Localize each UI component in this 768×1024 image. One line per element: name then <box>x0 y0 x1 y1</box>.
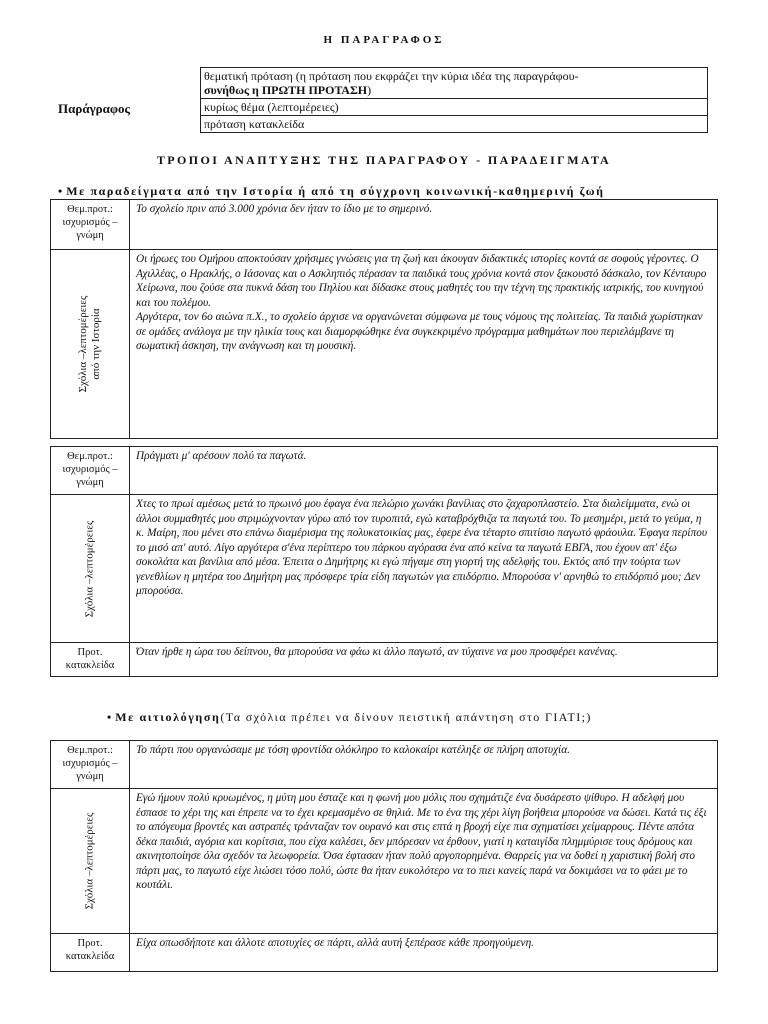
table3-row-thesis <box>51 741 718 789</box>
table1-thesis-text: Το σχολείο πριν από 3.000 χρόνια δεν ήταν το ίδιο με το σημερινό. <box>130 200 718 250</box>
intro-thesis-line-2 <box>204 83 704 97</box>
intro-thesis-tail: ) <box>367 83 372 97</box>
intro-thesis-emphasis: συνήθως η ΠΡΩΤΗ ΠΡΟΤΑΣΗ <box>204 83 368 97</box>
intro-thesis-line: θεματική πρόταση (η πρόταση που εκφράζει την κύρια ιδέα της παραγράφου- <box>204 69 579 83</box>
bullet-examples <box>58 184 605 199</box>
intro-cell-body: κυρίως θέμα (λεπτομέρειες) <box>201 99 708 116</box>
table1-thesis-label: Θεμ.προτ.: ισχυρισμός –γνώμη <box>51 200 130 250</box>
table3-row-details <box>51 789 718 934</box>
table2-details-label: Σχόλια –λεπτομέρειες <box>83 520 96 617</box>
bullet-justification-note: (Τα σχόλια πρέπει να δίνουν πειστική απάντηση στο ΓΙΑΤΙ;) <box>220 710 592 724</box>
table2-details-text: Χτες το πρωί αμέσως μετά το πρωινό μου έφαγα ένα πελώριο χωνάκι βανίλιας στο ζαχαροπλαστείο. Στα διαλείμματα, ενώ οι άλλοι συμμαθητές μου στριμώχνονταν γύρω από τον τυροπιτά, εγώ καταβρόχθιζα τα παγωτά του. Το μεσημέρι, μετά το γεύμα, η κ. Μαίρη, που μένει στο επάνω διαμέρισμα της πολυκατοικίας μας, έφερε ένα τέταρτο σπιτίσιο παγωτό φράουλα. Έφαγα περίπου το μισό απ' αυτό. Λίγο αργότερα σ'ένα περίπτερο του πάρκου αγόρασα ένα από κείνα τα παγωτά ΕΒΓΑ, που έχουν απ' έξω σοκολάτα και βανίλια από μέσα. Έπειτα ο Δημήτρης κι εγώ πήγαμε στη γιορτή της αδελφής του. Εκτός από την τούρτα των γενεθλίων η μητέρα του Δημήτρη μας πρόσφερε τρία είδη παγωτών για επιδόρπιο. Μπορούσα ν' αρνηθώ το επιδόρπιό μου; Δεν μπορούσα. <box>130 495 718 643</box>
table1-row-details <box>51 250 718 439</box>
table1-details-label-cell <box>51 250 130 439</box>
paragraph-label: Παράγραφος <box>58 101 130 116</box>
intro-row-body <box>201 99 708 116</box>
paragraph-structure-table <box>200 67 708 133</box>
table3-thesis-label: Θεμ.προτ.: ισχυρισμός –γνώμη <box>51 741 130 789</box>
table2-row-thesis <box>51 447 718 495</box>
intro-cell-thesis <box>201 68 708 99</box>
section-heading: ΤΡΟΠΟΙ ΑΝΑΠΤΥΞΗΣ ΤΗΣ ΠΑΡΑΓΡΑΦΟΥ - ΠΑΡΑΔΕΙΓΜΑΤΑ <box>156 153 612 167</box>
table2-row-details <box>51 495 718 643</box>
table3-thesis-text: Το πάρτι που οργανώσαμε με τόση φροντίδα ολόκληρο το καλοκαίρι κατέληξε σε πλήρη αποτυχία. <box>130 741 718 789</box>
table3-details-label: Σχόλια –λεπτομέρειες <box>83 812 96 910</box>
example-table-justification <box>50 740 718 972</box>
bullet-justification-bold: Με αιτιολόγηση <box>115 710 221 724</box>
table1-details-label-line2: από την Ιστορία <box>90 308 102 380</box>
table3-conclusion-label: Προτ. κατακλείδα <box>51 934 130 972</box>
table1-details-paragraph-2: Αργότερα, τον 6ο αιώνα π.Χ., το σχολείο άρχισε να οργανώνεται σύμφωνα με τους νόμους της πολιτείας. Τα παιδιά χωρίστηκαν σε ομάδες ανάλογα με την ηλικία τους και διαμορφώθηκε ένα συγκεκριμένο πρόγραμμα μαθημάτων που περιελάμβανε τη σωματική άσκηση, την ανάγνωση και τη μουσική. <box>136 311 703 352</box>
table1-details-text <box>130 250 718 439</box>
table3-details-text: Εγώ ήμουν πολύ κρυωμένος, η μύτη μου έσταζε και η φωνή μου μόλις που σχημάτιζε ένα δυσάρεστο ψίθυρο. Η αδελφή μου έσπασε το χέρι της και έπρεπε να το έχει κρεμασμένο σε θηλιά. Με το ένα της χέρι λίγη βοήθεια μπορούσε να δώσει. Κατά τις έξι το απόγευμα βροντές και αστραπές τράνταζαν τον ουρανό και στις επτά η βροχή είχε πια σχηματίσει χείμαρρους. Πέντε απότα δέκα παιδιά, αγόρια και κορίτσια, που είχα καλέσει, δεν μπόρεσαν να έρθουν, γιατί η καταιγίδα πλημμύρισε τους δρόμους και ακινητοποίησε όλα σχεδόν τα λεωφορεία. Όσα έφτασαν ήταν πολύ αργοπορημένα. Θαρρείς για να δοθεί η χαριστική βολή στο πάρτι μας, το παγωτό είχε λιώσει τόσο πολύ, ώστε θα ήταν ευκολότερο να το πιει κανείς παρά να δοκιμάσει να το φάει με το κουτάλι. <box>130 789 718 934</box>
table1-row-thesis <box>51 200 718 250</box>
table1-details-label <box>77 296 103 393</box>
intro-row-thesis <box>201 68 708 99</box>
table2-conclusion-text: Όταν ήρθε η ώρα του δείπνου, θα μπορούσα να φάω κι άλλο παγωτό, αν τύχαινε να μου προσφέρει κανένας. <box>130 643 718 677</box>
example-table-history <box>50 199 718 439</box>
bullet-examples-text: Με παραδείγματα από την Ιστορία ή από τη σύγχρονη κοινωνική-καθημερινή ζωή <box>66 184 605 198</box>
bullet-justification <box>107 710 592 725</box>
table2-thesis-label: Θεμ.προτ.: ισχυρισμός –γνώμη <box>51 447 130 495</box>
intro-cell-conclusion: πρόταση κατακλείδα <box>201 116 708 133</box>
example-table-daily-life <box>50 446 718 677</box>
table1-details-label-line1: Σχόλια –λεπτομέρειες <box>77 295 89 393</box>
table3-row-conclusion <box>51 934 718 972</box>
bullet-dot: • <box>107 710 112 724</box>
table1-details-paragraph-1: Οι ήρωες του Ομήρου αποκτούσαν χρήσιμες γνώσεις για τη ζωή και άκουγαν διδακτικές ιστορίες κοντά σε σοφούς γέροντες. Ο Αχιλλέας, ο Ηρακλής, ο Ιάσονας και ο Ασκληπιός πέρασαν τα παιδικά τους χρόνια κοντά στον ξακουστό δάσκαλο, τον Κένταυρο Χείρωνα, που ζούσε στα πυκνά δάση του Πηλίου και δίδασκε στους μαθητές του την τέχνη της πρακτικής ιατρικής, του κυνηγιού και του πολέμου. <box>136 253 707 309</box>
table2-details-label-cell <box>51 495 130 643</box>
table2-row-conclusion <box>51 643 718 677</box>
intro-row-conclusion <box>201 116 708 133</box>
table3-conclusion-text: Είχα οπωσδήποτε και άλλοτε αποτυχίες σε πάρτι, αλλά αυτή ξεπέρασε κάθε προηγούμενη. <box>130 934 718 972</box>
table2-thesis-text: Πράγματι μ' αρέσουν πολύ τα παγωτά. <box>130 447 718 495</box>
table3-details-label-cell <box>51 789 130 934</box>
bullet-dot: • <box>58 184 63 198</box>
document-title: Η ΠΑΡΑΓΡΑΦΟΣ <box>323 34 445 46</box>
table2-conclusion-label: Προτ. κατακλείδα <box>51 643 130 677</box>
